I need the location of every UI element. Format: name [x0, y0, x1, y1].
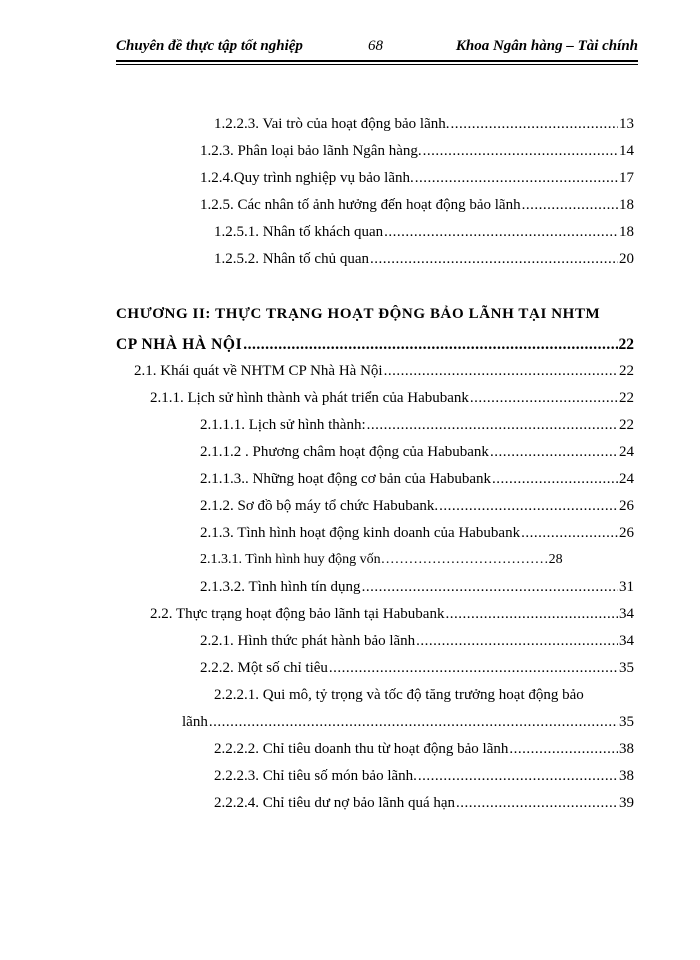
leader-dots: [370, 251, 618, 268]
toc-entry: [214, 795, 634, 815]
toc-entry: [200, 552, 563, 568]
leader-dots: [451, 116, 618, 133]
toc-entry: [200, 498, 634, 518]
toc-entry: [200, 197, 634, 217]
leader-dots: [416, 633, 618, 650]
toc-entry: [200, 579, 634, 599]
leader-dots: [470, 390, 618, 407]
leader-dots: [384, 224, 618, 241]
toc-entry-text: 2.1.1.3.. Những hoạt động cơ bản của Habubank: [200, 471, 491, 487]
toc-entry-page: 38: [619, 768, 634, 784]
toc-entry-page: 35: [619, 660, 634, 676]
toc-entry-page: 13: [619, 116, 634, 132]
leader-dots: [521, 525, 618, 542]
leader-dots: [384, 363, 618, 380]
leader-dots: [243, 336, 617, 354]
toc-entry-text: 2.1.3. Tình hình hoạt động kinh doanh của Habubank: [200, 525, 521, 541]
toc-entry-page: 17: [619, 170, 634, 186]
toc-entry-text: CP NHÀ HÀ NỘI: [116, 336, 243, 353]
toc-entry-page: 24: [619, 471, 634, 487]
leader-dots: [522, 197, 618, 214]
toc-entry-text: 2.2.2.1. Qui mô, tỷ trọng và tốc độ tăng trưởng hoạt động bảo: [214, 687, 584, 703]
toc-entry-text: 2.1.3.1. Tình hình huy động vốn………………………………: [200, 552, 549, 567]
page-number: 68: [368, 38, 383, 54]
leader-dots: [490, 444, 618, 461]
toc-entry-text: 2.1.3.2. Tình hình tín dụng: [200, 579, 361, 595]
toc-entry-text: 1.2.4.Quy trình nghiệp vụ bảo lãnh.: [200, 170, 414, 186]
leader-dots: [362, 579, 618, 596]
header-rule-thin: [116, 64, 638, 65]
toc-entry-text: 2.2. Thực trạng hoạt động bảo lãnh tại Habubank: [150, 606, 445, 622]
toc-entry: [116, 336, 634, 356]
chapter-heading: CHƯƠNG II: THỰC TRẠNG HOẠT ĐỘNG BẢO LÃNH TẠI NHTM: [116, 306, 601, 322]
toc-entry-page: 24: [619, 444, 634, 460]
toc-entry: [200, 471, 634, 491]
toc-entry-text: 2.1.1.2 . Phương châm hoạt động của Habubank: [200, 444, 489, 460]
leader-dots: [423, 143, 618, 160]
toc-entry-page: 35: [619, 714, 634, 730]
toc-entry-text: 2.2.2.4. Chỉ tiêu dư nợ bảo lãnh quá hạn: [214, 795, 456, 811]
toc-entry: [214, 741, 634, 761]
toc-entry-text: 1.2.5. Các nhân tố ảnh hưởng đến hoạt động bảo lãnh: [200, 197, 521, 213]
toc-entry-text: 2.2.2.2. Chỉ tiêu doanh thu từ hoạt động bảo lãnh: [214, 741, 509, 757]
toc-entry-page: 39: [619, 795, 634, 811]
toc-entry-text: 2.2.2. Một số chỉ tiêu: [200, 660, 328, 676]
toc-entry-page: 22: [619, 417, 634, 433]
toc-entry-page: 26: [619, 498, 634, 514]
toc-entry: [200, 660, 634, 680]
toc-entry-page: 20: [619, 251, 634, 267]
toc-entry-text: 2.2.1. Hình thức phát hành bảo lãnh: [200, 633, 416, 649]
toc-entry: [214, 224, 634, 244]
toc-entry-page: 18: [619, 197, 634, 213]
toc-entry: [200, 633, 634, 653]
leader-dots: [445, 606, 618, 623]
toc-entry: [200, 525, 634, 545]
toc-entry-page: 22: [619, 363, 634, 379]
toc-entry: [150, 390, 634, 410]
page-header: [116, 38, 638, 58]
header-rule: [116, 60, 638, 62]
toc-entry-page: 18: [619, 224, 634, 240]
toc-entry-page: 34: [619, 606, 634, 622]
leader-dots: [492, 471, 618, 488]
toc-entry-page: 22: [619, 390, 634, 406]
toc-entry: [214, 768, 634, 788]
toc-entry: [200, 417, 634, 437]
toc-entry-text: 1.2.3. Phân loại bảo lãnh Ngân hàng.: [200, 143, 422, 159]
toc-entry-page: 28: [548, 552, 563, 567]
toc-entry: [214, 251, 634, 271]
toc-entry: [134, 363, 634, 383]
toc-entry-text: 2.1.1. Lịch sử hình thành và phát triển của Habubank: [150, 390, 469, 406]
leader-dots: [329, 660, 618, 677]
leader-dots: [367, 417, 618, 434]
leader-dots: [209, 714, 618, 731]
toc-entry-text: 2.1. Khái quát về NHTM CP Nhà Hà Nội: [134, 363, 383, 379]
header-right-title: Khoa Ngân hàng – Tài chính: [455, 38, 638, 54]
toc-entry: [214, 116, 634, 136]
toc-entry: [200, 444, 634, 464]
toc-entry-text: 2.1.2. Sơ đồ bộ máy tổ chức Habubank.: [200, 498, 439, 514]
toc-entry-text: 1.2.5.2. Nhân tố chủ quan: [214, 251, 369, 267]
toc-entry: [182, 714, 634, 734]
leader-dots: [509, 741, 618, 758]
toc-entry-page: 22: [618, 336, 634, 353]
leader-dots: [415, 170, 618, 187]
toc-entry: [214, 687, 634, 704]
toc-entry-page: 34: [619, 633, 634, 649]
toc-entry-text: 2.1.1.1. Lịch sử hình thành:: [200, 417, 366, 433]
toc-entry: [200, 143, 634, 163]
toc-entry-page: 38: [619, 741, 634, 757]
toc-entry-text: 1.2.5.1. Nhân tố khách quan: [214, 224, 384, 240]
toc-entry-page: 26: [619, 525, 634, 541]
toc-entry-text: lãnh: [182, 714, 208, 730]
leader-dots: [418, 768, 618, 785]
toc-entry-text: 1.2.2.3. Vai trò của hoạt động bảo lãnh.: [214, 116, 450, 132]
toc-entry: [150, 606, 634, 626]
toc-entry-page: 14: [619, 143, 634, 159]
toc-entry-text: 2.2.2.3. Chỉ tiêu số món bảo lãnh.: [214, 768, 417, 784]
header-left-title: Chuyên đề thực tập tốt nghiệp: [116, 38, 303, 54]
toc-entry-page: 31: [619, 579, 634, 595]
leader-dots: [439, 498, 618, 515]
leader-dots: [456, 795, 618, 812]
toc-entry: [200, 170, 634, 190]
